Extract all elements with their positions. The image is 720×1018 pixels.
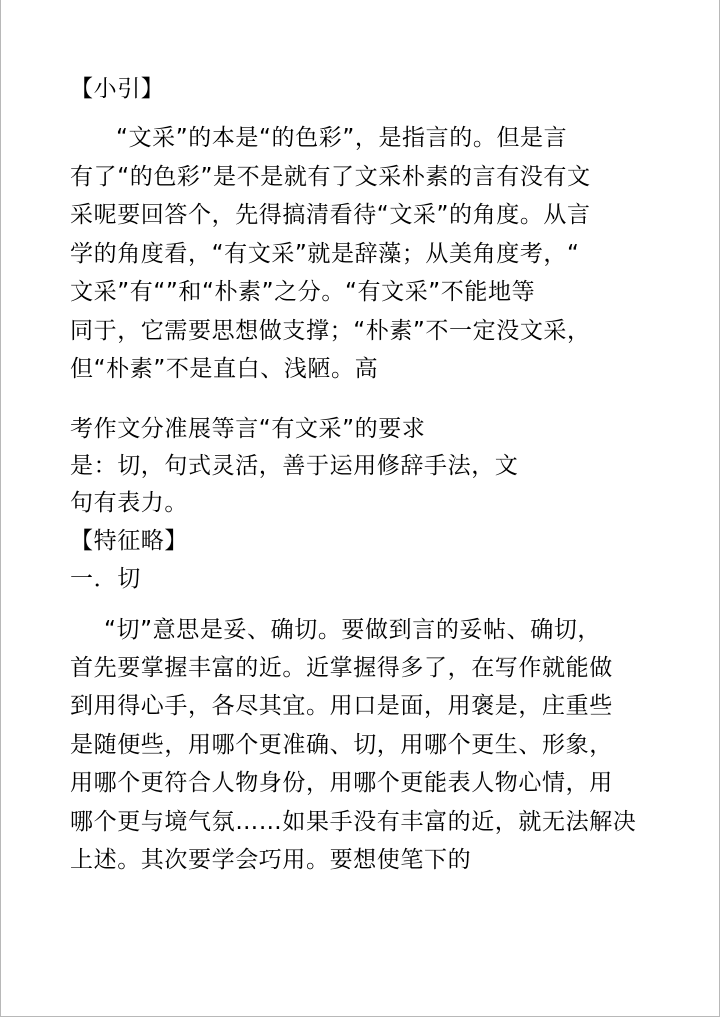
paragraph-line: “切”意思是妥、确切。要做到言的妥帖、确切， xyxy=(104,617,602,643)
paragraph-line: 但“朴素”不是直白、浅陋。高 xyxy=(70,356,379,382)
intro-heading: 【小引】 xyxy=(70,76,165,102)
paragraph-line: 有了“的色彩”是不是就有了文采朴素的言有没有文 xyxy=(70,164,591,190)
paragraph-line: 上述。其次要学会巧用。要想使笔下的 xyxy=(70,847,472,873)
paragraph-line: 学的角度看，“有文采”就是辞藻；从美角度考，“ xyxy=(70,241,580,267)
paragraph-line: 是：切，句式灵活，善于运用修辞手法，文 xyxy=(70,453,519,479)
paragraph-line: 哪个更与境气氛……如果手没有丰富的近，就无法解决 xyxy=(70,809,637,835)
section-heading: 一．切 xyxy=(70,566,141,592)
paragraph-line: 同于，它需要思想做支撑；“朴素”不一定没文采， xyxy=(70,318,591,344)
paragraph-line: 采呢要回答个，先得搞清看待“文采”的角度。从言 xyxy=(70,202,591,228)
paragraph-line: 句有表力。 xyxy=(70,490,188,516)
paragraph-line: 考作文分准展等言“有文采”的要求 xyxy=(70,416,426,442)
feature-heading: 【特征略】 xyxy=(70,528,188,554)
paragraph-line: 是随便些，用哪个更准确、切，用哪个更生、形象， xyxy=(70,732,613,758)
paragraph-line: 到用得心手，各尽其宜。用口是面，用褒是，庄重些 xyxy=(70,693,613,719)
paragraph-line: 首先要掌握丰富的近。近掌握得多了，在写作就能做 xyxy=(70,655,613,681)
paragraph-line: “文采”的本是“的色彩”，是指言的。但是言 xyxy=(116,125,568,151)
paragraph-line: 用哪个更符合人物身份，用哪个更能表人物心情，用 xyxy=(70,770,613,796)
paragraph-line: 文采”有“”和“朴素”之分。“有文采”不能地等 xyxy=(70,279,536,305)
